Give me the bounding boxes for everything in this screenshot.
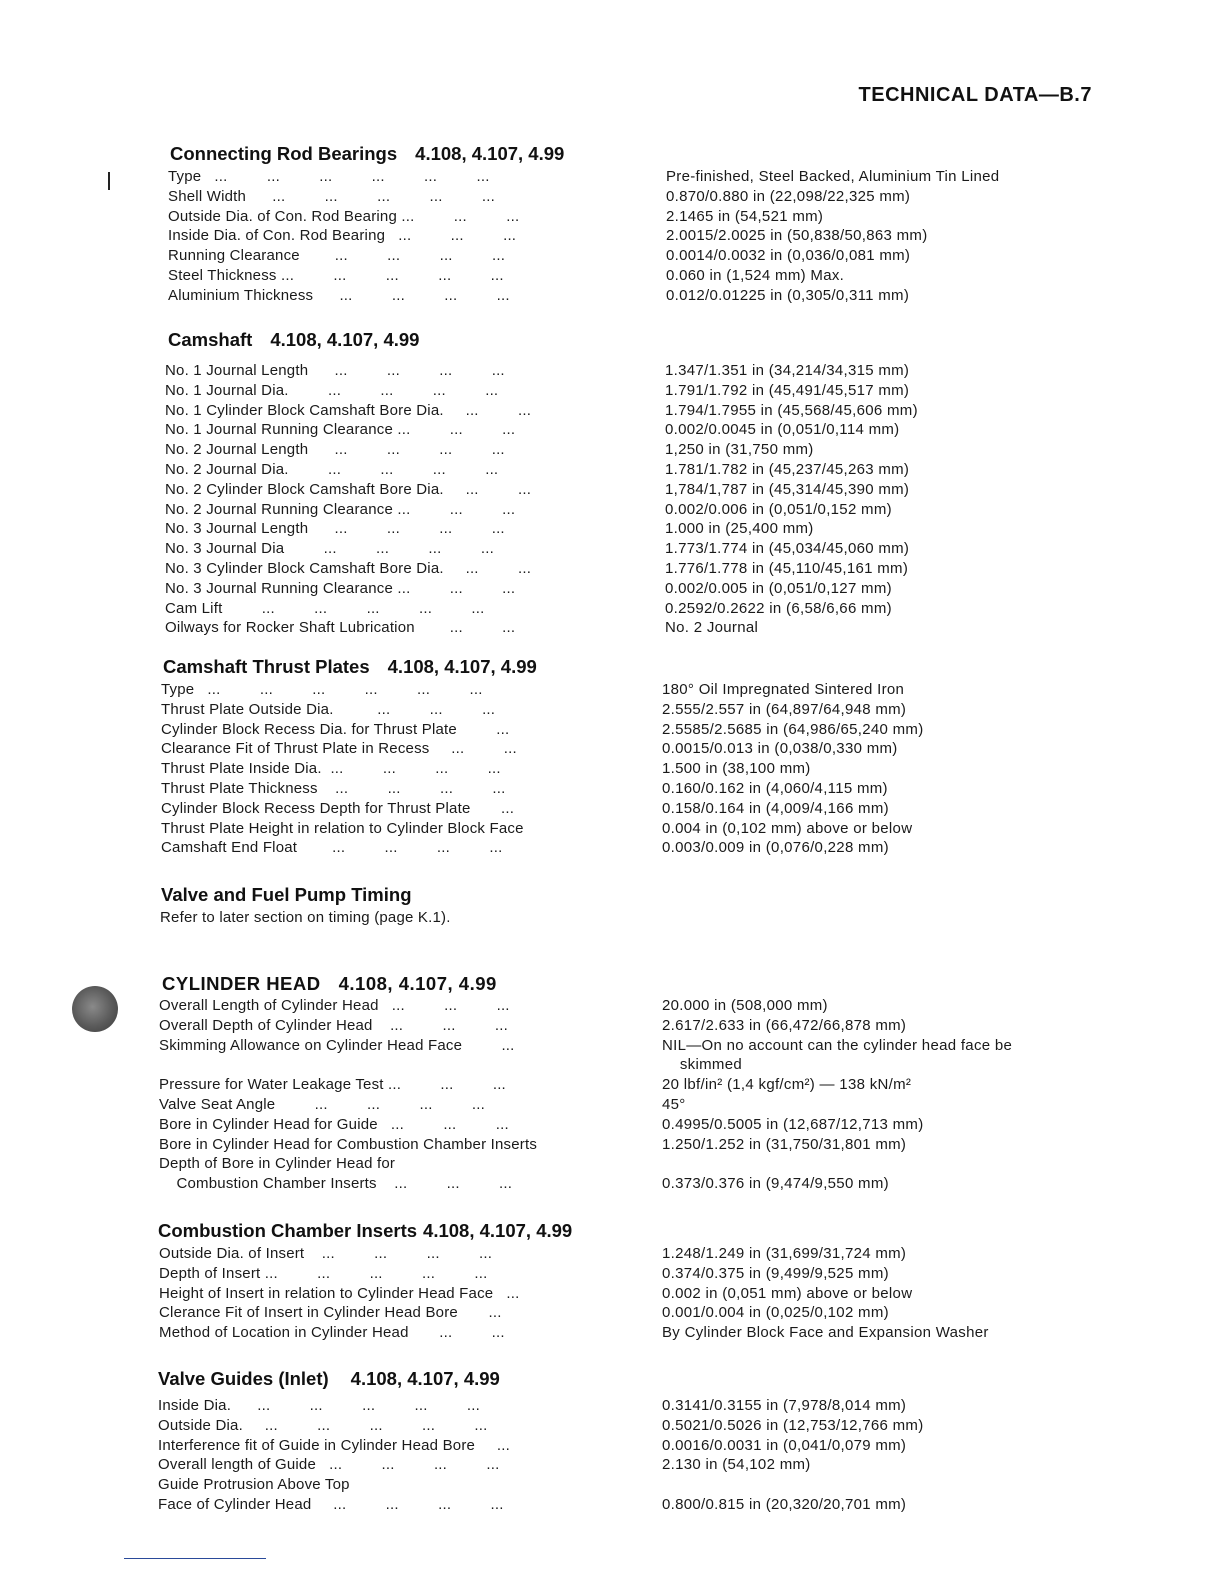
spec-label: Outside Dia. ... ... ... ... ... xyxy=(158,1416,488,1434)
spec-row xyxy=(0,1095,1224,1115)
spec-label: Type ... ... ... ... ... ... xyxy=(168,168,490,185)
page-header: TECHNICAL DATA—B.7 xyxy=(858,84,1092,106)
spec-value: 0.002/0.0045 in (0,051/0,114 mm) xyxy=(665,421,900,439)
spec-row xyxy=(0,1016,1224,1036)
spec-value: 0.160/0.162 in (4,060/4,115 mm) xyxy=(662,779,888,797)
spec-row xyxy=(0,1244,1224,1264)
spec-value: 0.001/0.004 in (0,025/0,102 mm) xyxy=(662,1304,889,1322)
spec-label: Cylinder Block Recess Dia. for Thrust Plate ... xyxy=(161,720,510,738)
spec-rows xyxy=(0,167,1224,306)
section-models: 4.108, 4.107, 4.99 xyxy=(423,1220,573,1241)
section-title-text: Camshaft Thrust Plates xyxy=(163,656,370,677)
spec-label: Valve Seat Angle ... ... ... ... xyxy=(159,1095,485,1113)
spec-row xyxy=(0,996,1224,1016)
spec-row xyxy=(0,1135,1224,1155)
section-thrust-plates xyxy=(0,654,1224,858)
spec-value: 1.000 in (25,400 mm) xyxy=(665,520,814,538)
section-models: 4.108, 4.107, 4.99 xyxy=(270,329,420,350)
spec-row xyxy=(0,207,1224,227)
spec-row xyxy=(0,1055,1224,1075)
spec-value: 20.000 in (508,000 mm) xyxy=(662,997,828,1014)
spec-row xyxy=(0,167,1224,187)
spec-value: 1.781/1.782 in (45,237/45,263 mm) xyxy=(665,460,910,478)
spec-row xyxy=(0,519,1224,539)
spec-rows xyxy=(0,361,1224,638)
section-title-text: Valve Guides (Inlet) xyxy=(158,1368,329,1389)
section-combustion-inserts xyxy=(0,1218,1224,1343)
spec-label: Method of Location in Cylinder Head ... ... xyxy=(159,1324,505,1342)
spec-label: Oilways for Rocker Shaft Lubrication ... ... xyxy=(165,619,516,637)
spec-value: 0.0015/0.013 in (0,038/0,330 mm) xyxy=(662,740,898,758)
spec-row xyxy=(0,1455,1224,1475)
spec-row xyxy=(0,1303,1224,1323)
spec-label: Running Clearance ... ... ... ... xyxy=(168,247,506,265)
spec-row xyxy=(0,739,1224,759)
spec-value: 0.002 in (0,051 mm) above or below xyxy=(662,1284,913,1302)
spec-label: Inside Dia. of Con. Rod Bearing ... ... ... xyxy=(168,227,517,245)
timing-note: Refer to later section on timing (page K.1). xyxy=(160,909,451,926)
spec-label: Depth of Bore in Cylinder Head for xyxy=(159,1155,396,1173)
spec-row xyxy=(0,460,1224,480)
spec-label: Guide Protrusion Above Top xyxy=(158,1476,350,1494)
spec-row xyxy=(0,539,1224,559)
spec-row xyxy=(0,226,1224,246)
spec-label: Face of Cylinder Head ... ... ... ... xyxy=(158,1495,504,1513)
spec-row xyxy=(0,1154,1224,1174)
spec-label: No. 3 Journal Dia ... ... ... ... xyxy=(165,540,494,558)
section-title xyxy=(0,327,1224,353)
spec-row xyxy=(0,1284,1224,1304)
spec-value: 0.012/0.01225 in (0,305/0,311 mm) xyxy=(666,286,910,304)
spec-label: No. 1 Journal Running Clearance ... ... ... xyxy=(165,421,516,439)
spec-row xyxy=(0,1416,1224,1436)
section-title xyxy=(0,1366,1224,1392)
section-valve-guides xyxy=(0,1366,1224,1515)
spec-label: Interference fit of Guide in Cylinder Head Bore ... xyxy=(158,1436,511,1454)
spec-label: Clearance Fit of Thrust Plate in Recess ... ... xyxy=(161,740,517,758)
spec-label: Shell Width ... ... ... ... ... xyxy=(168,187,496,205)
spec-row xyxy=(0,401,1224,421)
section-cylinder-head xyxy=(0,971,1224,1194)
spec-value: 0.003/0.009 in (0,076/0,228 mm) xyxy=(662,839,889,857)
spec-label: No. 3 Journal Length ... ... ... ... xyxy=(165,520,505,538)
spec-label: No. 2 Journal Dia. ... ... ... ... xyxy=(165,460,499,478)
spec-value: 2.555/2.557 in (64,897/64,948 mm) xyxy=(662,700,907,718)
spec-value: 2.5585/2.5685 in (64,986/65,240 mm) xyxy=(662,720,924,738)
spec-value: 0.373/0.376 in (9,474/9,550 mm) xyxy=(662,1175,889,1193)
spec-row xyxy=(0,1174,1224,1194)
spec-row xyxy=(0,1036,1224,1056)
spec-value: 0.0014/0.0032 in (0,036/0,081 mm) xyxy=(666,247,911,265)
spec-row xyxy=(0,700,1224,720)
spec-value: 45° xyxy=(662,1095,686,1113)
spec-label: Overall Length of Cylinder Head ... ... ... xyxy=(159,997,510,1014)
spec-value: 20 lbf/in² (1,4 kgf/cm²) — 138 kN/m² xyxy=(662,1076,912,1094)
spec-row xyxy=(0,720,1224,740)
spec-label: Overall Depth of Cylinder Head ... ... ... xyxy=(159,1016,508,1034)
spec-row xyxy=(0,618,1224,638)
spec-value: 1.773/1.774 in (45,034/45,060 mm) xyxy=(665,540,910,558)
spec-value: skimmed xyxy=(662,1056,742,1074)
spec-row xyxy=(0,838,1224,858)
spec-rows xyxy=(0,680,1224,858)
spec-row xyxy=(0,559,1224,579)
spec-row xyxy=(0,361,1224,381)
spec-row xyxy=(0,1396,1224,1416)
spec-label: Bore in Cylinder Head for Combustion Chamber Inserts xyxy=(159,1135,538,1153)
spec-row xyxy=(0,759,1224,779)
spec-row xyxy=(0,480,1224,500)
section-title-text: Camshaft xyxy=(168,329,253,350)
spec-value: 2.1465 in (54,521 mm) xyxy=(666,207,824,225)
spec-label: Height of Insert in relation to Cylinder Head Face ... xyxy=(159,1284,520,1302)
section-title xyxy=(0,654,1224,680)
spec-label: Outside Dia. of Con. Rod Bearing ... ... ... xyxy=(168,207,520,225)
section-timing xyxy=(0,882,1224,928)
spec-row xyxy=(0,819,1224,839)
spec-row xyxy=(0,420,1224,440)
section-models: 4.108, 4.107, 4.99 xyxy=(338,973,497,994)
spec-value: 1.250/1.252 in (31,750/31,801 mm) xyxy=(662,1135,907,1153)
section-title-text: CYLINDER HEAD xyxy=(162,973,321,994)
spec-label: Steel Thickness ... ... ... ... ... xyxy=(168,266,504,284)
spec-label: Bore in Cylinder Head for Guide ... ... ... xyxy=(159,1115,509,1133)
spec-label: No. 3 Cylinder Block Camshaft Bore Dia. ... ... xyxy=(165,559,532,577)
spec-value: 0.0016/0.0031 in (0,041/0,079 mm) xyxy=(662,1436,907,1454)
spec-label: Outside Dia. of Insert ... ... ... ... xyxy=(159,1245,493,1262)
spec-row xyxy=(0,381,1224,401)
spec-row xyxy=(0,1436,1224,1456)
spec-label: No. 2 Cylinder Block Camshaft Bore Dia. ... ... xyxy=(165,480,532,498)
spec-value: 1.248/1.249 in (31,699/31,724 mm) xyxy=(662,1245,907,1262)
spec-row xyxy=(0,1495,1224,1515)
spec-value: 0.158/0.164 in (4,009/4,166 mm) xyxy=(662,799,889,817)
bottom-rule xyxy=(124,1558,266,1559)
spec-value: 0.060 in (1,524 mm) Max. xyxy=(666,266,845,284)
section-title xyxy=(0,882,1224,908)
spec-value: 1.791/1.792 in (45,491/45,517 mm) xyxy=(665,381,910,399)
section-models: 4.108, 4.107, 4.99 xyxy=(350,1368,500,1389)
section-camshaft xyxy=(0,327,1224,638)
spec-label: Overall length of Guide ... ... ... ... xyxy=(158,1456,500,1474)
section-title-text: Connecting Rod Bearings xyxy=(170,143,398,164)
spec-value: 0.870/0.880 in (22,098/22,325 mm) xyxy=(666,187,911,205)
spec-label: No. 1 Cylinder Block Camshaft Bore Dia. ... ... xyxy=(165,401,532,419)
spec-label: Cam Lift ... ... ... ... ... xyxy=(165,599,485,617)
spec-value: 1,250 in (31,750 mm) xyxy=(665,441,814,459)
section-title xyxy=(0,1218,1224,1244)
spec-label: Aluminium Thickness ... ... ... ... xyxy=(168,286,510,304)
spec-value: No. 2 Journal xyxy=(665,619,759,637)
spec-value: 2.130 in (54,102 mm) xyxy=(662,1456,811,1474)
spec-label: No. 1 Journal Dia. ... ... ... ... xyxy=(165,381,499,399)
spec-value: 1.347/1.351 in (34,214/34,315 mm) xyxy=(665,362,910,379)
spec-row xyxy=(0,799,1224,819)
section-models: 4.108, 4.107, 4.99 xyxy=(415,143,565,164)
spec-row xyxy=(0,266,1224,286)
section-title-text: Combustion Chamber Inserts xyxy=(158,1220,418,1241)
spec-value: 180° Oil Impregnated Sintered Iron xyxy=(662,681,905,698)
spec-label: Thrust Plate Height in relation to Cylinder Block Face xyxy=(161,819,524,837)
spec-value: Pre-finished, Steel Backed, Aluminium Tin Lined xyxy=(666,168,1000,185)
spec-value: NIL—On no account can the cylinder head face be xyxy=(662,1036,1013,1054)
spec-label: Type ... ... ... ... ... ... xyxy=(161,681,483,698)
spec-label: No. 3 Journal Running Clearance ... ... ... xyxy=(165,579,516,597)
spec-row xyxy=(0,1323,1224,1343)
spec-value: 0.004 in (0,102 mm) above or below xyxy=(662,819,913,837)
spec-row xyxy=(0,680,1224,700)
spec-label: Inside Dia. ... ... ... ... ... xyxy=(158,1397,481,1414)
spec-label: No. 2 Journal Length ... ... ... ... xyxy=(165,441,505,459)
spec-row xyxy=(0,1115,1224,1135)
spec-label: Thrust Plate Inside Dia. ... ... ... ... xyxy=(161,760,501,778)
spec-value: 1.794/1.7955 in (45,568/45,606 mm) xyxy=(665,401,918,419)
spec-row xyxy=(0,286,1224,306)
section-title-text: Valve and Fuel Pump Timing xyxy=(161,884,412,905)
section-conrod xyxy=(0,141,1224,306)
spec-label: Thrust Plate Outside Dia. ... ... ... xyxy=(161,700,496,718)
spec-row xyxy=(0,1264,1224,1284)
spec-value: 0.374/0.375 in (9,499/9,525 mm) xyxy=(662,1264,889,1282)
spec-row xyxy=(0,1075,1224,1095)
spec-value: 0.002/0.005 in (0,051/0,127 mm) xyxy=(665,579,892,597)
spec-value: 0.5021/0.5026 in (12,753/12,766 mm) xyxy=(662,1416,924,1434)
spec-value: 0.4995/0.5005 in (12,687/12,713 mm) xyxy=(662,1115,924,1133)
spec-row xyxy=(0,500,1224,520)
section-title xyxy=(0,971,1224,997)
spec-row xyxy=(0,599,1224,619)
spec-label: No. 2 Journal Running Clearance ... ... ... xyxy=(165,500,516,518)
spec-label: Depth of Insert ... ... ... ... ... xyxy=(159,1264,488,1282)
spec-value: 0.002/0.006 in (0,051/0,152 mm) xyxy=(665,500,892,518)
spec-row xyxy=(0,187,1224,207)
spec-value: 0.800/0.815 in (20,320/20,701 mm) xyxy=(662,1495,907,1513)
spec-value: 2.617/2.633 in (66,472/66,878 mm) xyxy=(662,1016,907,1034)
section-models: 4.108, 4.107, 4.99 xyxy=(387,656,537,677)
spec-label: Thrust Plate Thickness ... ... ... ... xyxy=(161,779,506,797)
spec-value: 1.500 in (38,100 mm) xyxy=(662,760,811,778)
spec-label: Pressure for Water Leakage Test ... ... ... xyxy=(159,1076,506,1094)
spec-label: Skimming Allowance on Cylinder Head Face ... xyxy=(159,1036,515,1054)
spec-label: Combustion Chamber Inserts ... ... ... xyxy=(159,1175,513,1193)
spec-label: Camshaft End Float ... ... ... ... xyxy=(161,839,503,857)
spec-row xyxy=(0,579,1224,599)
spec-rows xyxy=(0,996,1224,1194)
section-title xyxy=(0,141,1224,167)
spec-value: By Cylinder Block Face and Expansion Washer xyxy=(662,1324,989,1342)
spec-label: Clerance Fit of Insert in Cylinder Head Bore ... xyxy=(159,1304,502,1322)
spec-row xyxy=(0,440,1224,460)
spec-row xyxy=(0,779,1224,799)
spec-value: 2.0015/2.0025 in (50,838/50,863 mm) xyxy=(666,227,928,245)
spec-label: Cylinder Block Recess Depth for Thrust Plate ... xyxy=(161,799,515,817)
spec-rows xyxy=(0,1244,1224,1343)
spec-row xyxy=(0,246,1224,266)
spec-label: No. 1 Journal Length ... ... ... ... xyxy=(165,362,505,379)
spec-label xyxy=(159,1055,662,1075)
spec-value: 1.776/1.778 in (45,110/45,161 mm) xyxy=(665,559,909,577)
spec-rows xyxy=(0,1396,1224,1515)
spec-value: 0.3141/0.3155 in (7,978/8,014 mm) xyxy=(662,1397,907,1414)
spec-value: 1,784/1,787 in (45,314/45,390 mm) xyxy=(665,480,910,498)
spec-value: 0.2592/0.2622 in (6,58/6,66 mm) xyxy=(665,599,892,617)
spec-row xyxy=(0,1475,1224,1495)
